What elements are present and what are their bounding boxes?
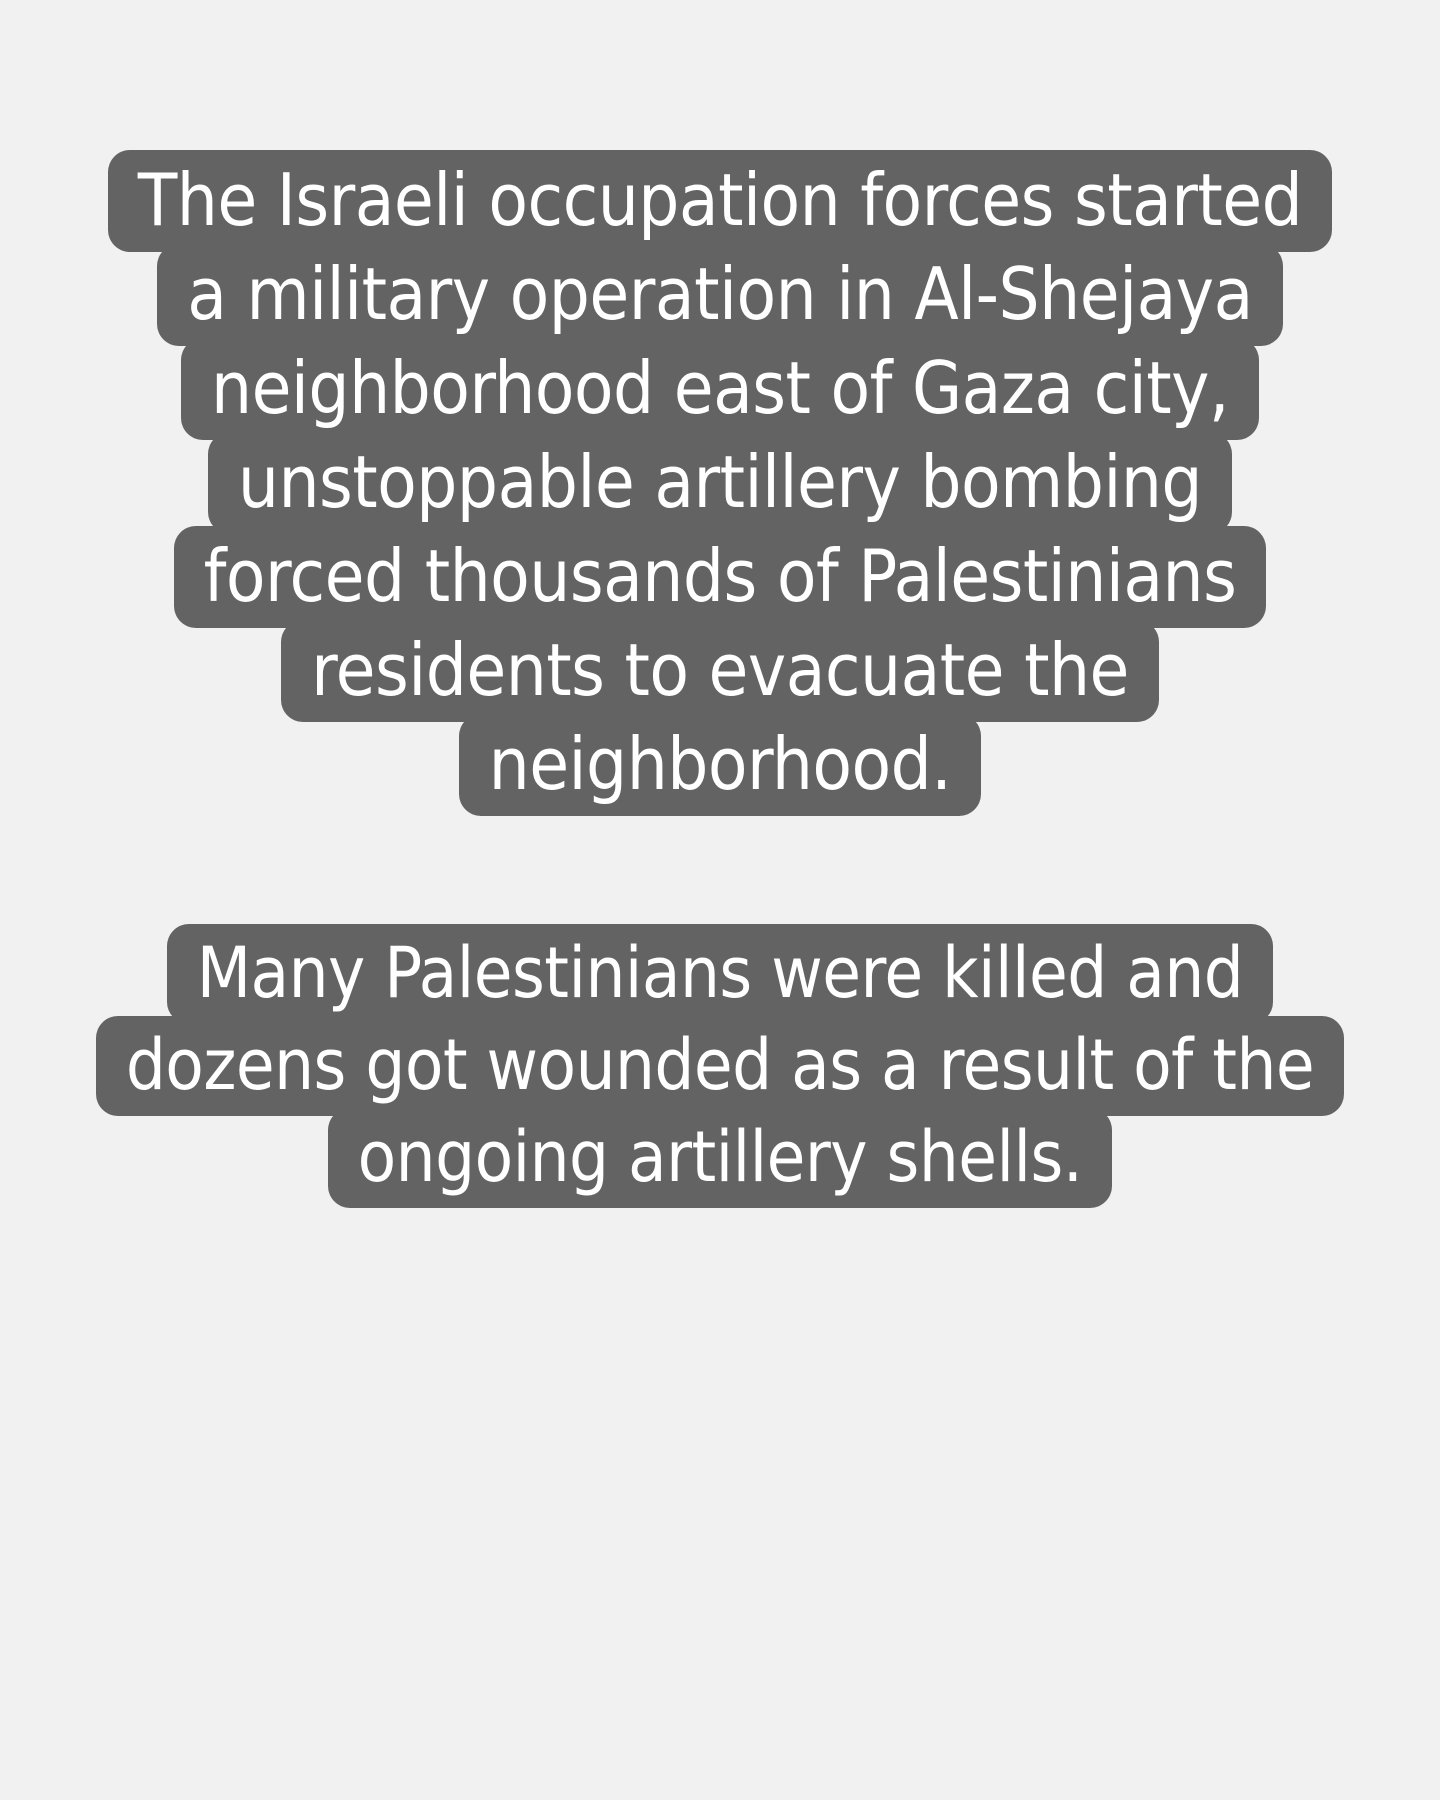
caption-line: forced thousands of Palestinians [174,526,1267,628]
caption-block-1 [80,150,1360,816]
caption-line: a military operation in Al-Shejaya [157,244,1283,346]
caption-line: ongoing artillery shells. [328,1108,1113,1208]
caption-line: residents to evacuate the [281,620,1159,722]
caption-line: The Israeli occupation forces started [108,150,1333,252]
caption-block-2 [80,924,1360,1208]
caption-line: dozens got wounded as a result of the [96,1016,1344,1116]
caption-line: neighborhood. [459,714,982,816]
caption-line: unstoppable artillery bombing [208,432,1232,534]
caption-line: neighborhood east of Gaza city, [181,338,1259,440]
caption-line: Many Palestinians were killed and [167,924,1274,1024]
